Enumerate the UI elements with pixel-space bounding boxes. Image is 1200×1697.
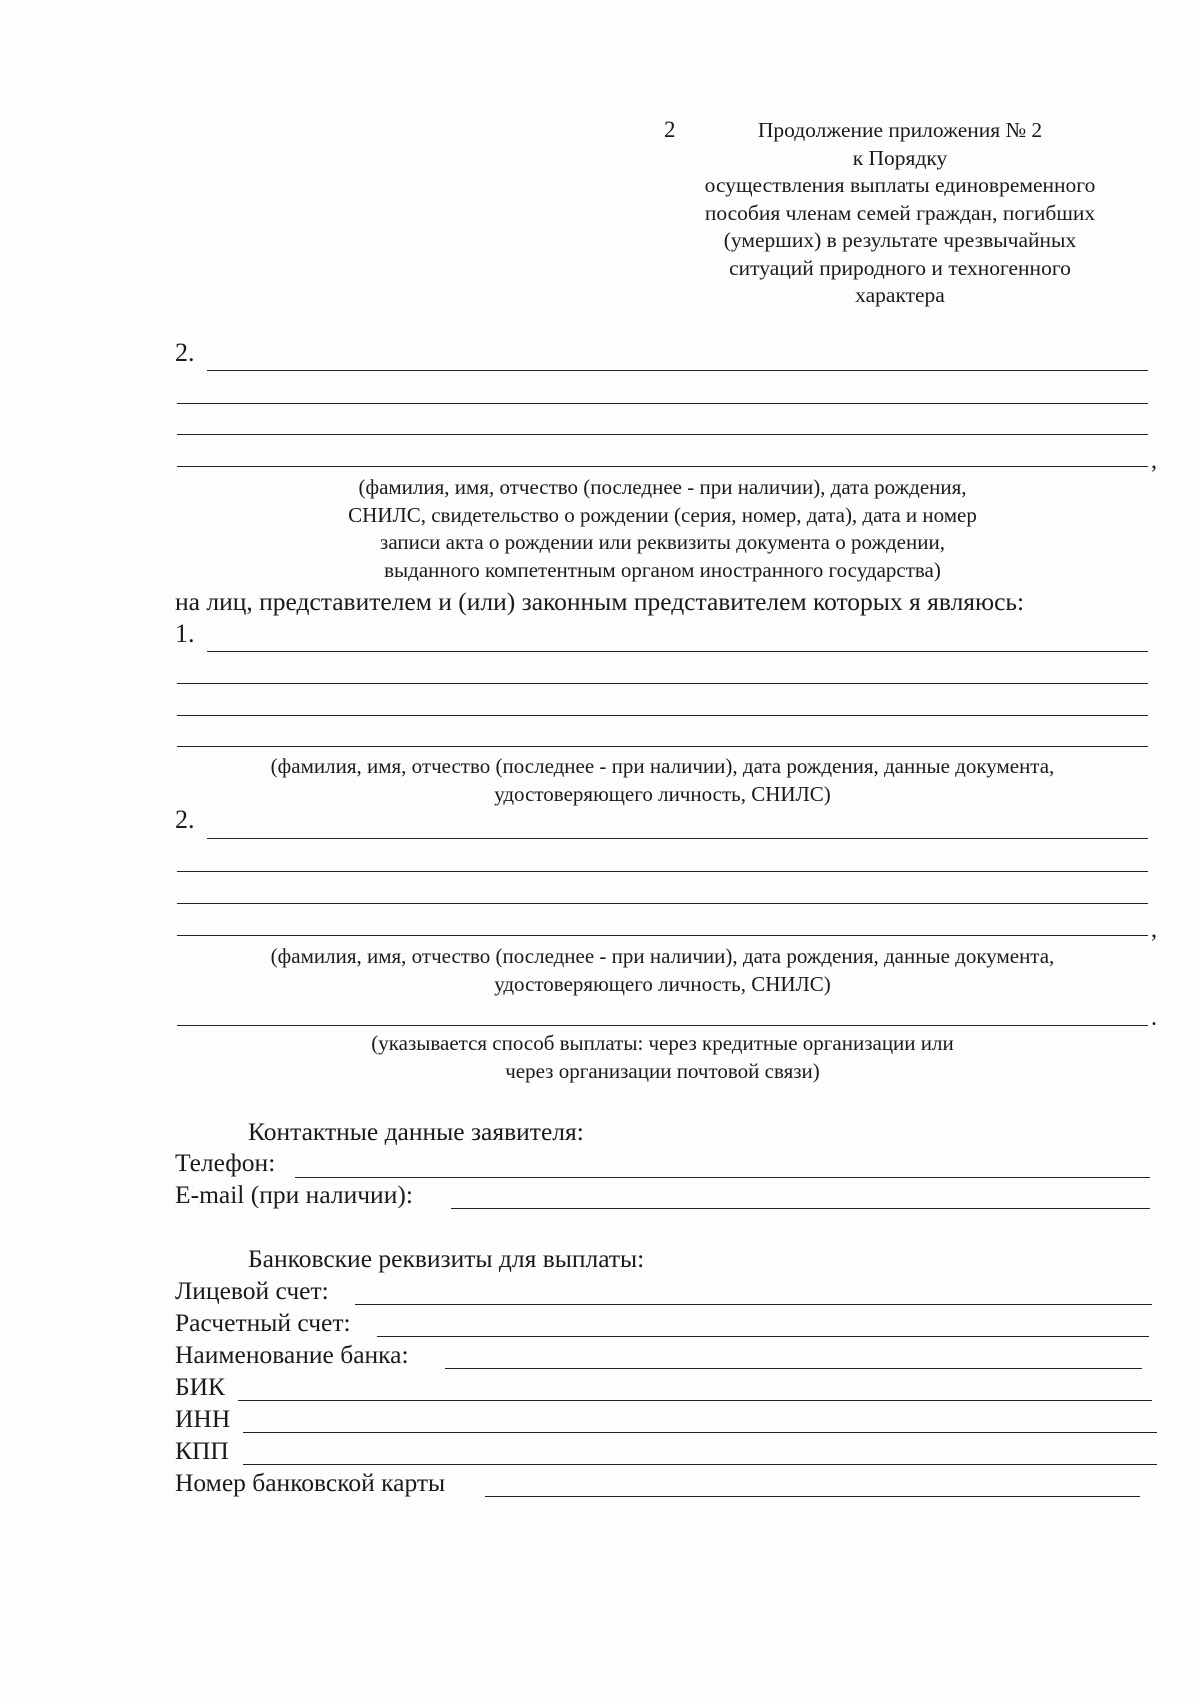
represented-item-2-number: 2. bbox=[175, 805, 195, 834]
caption-line: (фамилия, имя, отчество (последнее - при наличии), дата рождения, данные документа, bbox=[270, 944, 1055, 968]
represented-item-2-line-3[interactable] bbox=[177, 903, 1148, 904]
card-number-label: Номер банковской карты bbox=[175, 1468, 446, 1497]
represented-item-1-number: 1. bbox=[175, 619, 195, 648]
trailing-comma: , bbox=[1151, 917, 1157, 943]
account-label: Лицевой счет: bbox=[175, 1276, 329, 1305]
phone-label: Телефон: bbox=[175, 1148, 276, 1177]
represented-item-1-line-1[interactable] bbox=[207, 651, 1148, 652]
caption-line: удостоверяющего личность, СНИЛС) bbox=[494, 781, 831, 806]
card-number-field[interactable] bbox=[485, 1496, 1140, 1497]
represented-item-1-line-2[interactable] bbox=[177, 683, 1148, 684]
settlement-account-field[interactable] bbox=[377, 1336, 1149, 1337]
caption-line: (указывается способ выплаты: через кредитные организации или bbox=[371, 1031, 954, 1055]
contacts-heading: Контактные данные заявителя: bbox=[248, 1117, 584, 1146]
inn-field[interactable] bbox=[243, 1432, 1157, 1433]
header-line: осуществления выплаты единовременного bbox=[704, 173, 1096, 197]
kpp-label: КПП bbox=[175, 1436, 229, 1465]
represented-item-2-line-1[interactable] bbox=[207, 838, 1148, 839]
header-line: Продолжение приложения № 2 bbox=[757, 118, 1043, 142]
caption-line: через организации почтовой связи) bbox=[505, 1058, 820, 1083]
represented-item-1-caption bbox=[177, 753, 1148, 808]
caption-line: СНИЛС, свидетельство о рождении (серия, номер, дата), дата и номер bbox=[348, 502, 977, 527]
caption-line: (фамилия, имя, отчество (последнее - при наличии), дата рождения, данные документа, bbox=[270, 754, 1055, 778]
header-line: к Порядку bbox=[852, 145, 948, 170]
payment-method-caption bbox=[177, 1030, 1148, 1085]
header-line: пособия членам семей граждан, погибших bbox=[704, 200, 1096, 225]
trailing-period: . bbox=[1151, 1005, 1157, 1031]
settlement-account-label: Расчетный счет: bbox=[175, 1308, 351, 1337]
represented-intro: на лиц, представителем и (или) законным представителем которых я являюсь: bbox=[175, 587, 1025, 616]
child-item-caption bbox=[177, 474, 1148, 584]
caption-line: выданного компетентным органом иностранного государства) bbox=[384, 557, 941, 582]
email-label: E-mail (при наличии): bbox=[175, 1180, 413, 1209]
represented-item-1-line-3[interactable] bbox=[177, 715, 1148, 716]
represented-item-1-line-4[interactable] bbox=[177, 746, 1148, 747]
header-line: ситуаций природного и техногенного bbox=[729, 255, 1071, 280]
inn-label: ИНН bbox=[175, 1404, 231, 1433]
represented-item-2-line-4[interactable] bbox=[177, 935, 1148, 936]
caption-line: удостоверяющего личность, СНИЛС) bbox=[494, 971, 831, 996]
email-field[interactable] bbox=[451, 1208, 1150, 1209]
represented-item-2-line-2[interactable] bbox=[177, 871, 1148, 872]
child-item-line-4[interactable] bbox=[177, 466, 1148, 467]
appendix-header bbox=[670, 117, 1130, 310]
child-item-line-3[interactable] bbox=[177, 434, 1148, 435]
account-field[interactable] bbox=[355, 1304, 1152, 1305]
child-item-line-2[interactable] bbox=[177, 403, 1148, 404]
represented-item-2-caption bbox=[177, 943, 1148, 998]
bank-heading: Банковские реквизиты для выплаты: bbox=[248, 1244, 645, 1273]
payment-method-line[interactable] bbox=[177, 1025, 1148, 1026]
bank-name-label: Наименование банка: bbox=[175, 1340, 409, 1369]
child-item-line-1[interactable] bbox=[207, 370, 1148, 371]
bik-label: БИК bbox=[175, 1372, 226, 1401]
kpp-field[interactable] bbox=[243, 1464, 1157, 1465]
header-line: характера bbox=[855, 283, 945, 307]
page-number: 2 bbox=[664, 117, 676, 142]
caption-line: записи акта о рождении или реквизиты документа о рождении, bbox=[380, 530, 945, 554]
bik-field[interactable] bbox=[238, 1400, 1152, 1401]
caption-line: (фамилия, имя, отчество (последнее - при наличии), дата рождения, bbox=[358, 475, 967, 499]
phone-field[interactable] bbox=[295, 1177, 1150, 1178]
bank-name-field[interactable] bbox=[445, 1368, 1142, 1369]
header-line: (умерших) в результате чрезвычайных bbox=[723, 228, 1077, 252]
child-item-number: 2. bbox=[175, 338, 195, 367]
trailing-comma: , bbox=[1151, 448, 1157, 474]
